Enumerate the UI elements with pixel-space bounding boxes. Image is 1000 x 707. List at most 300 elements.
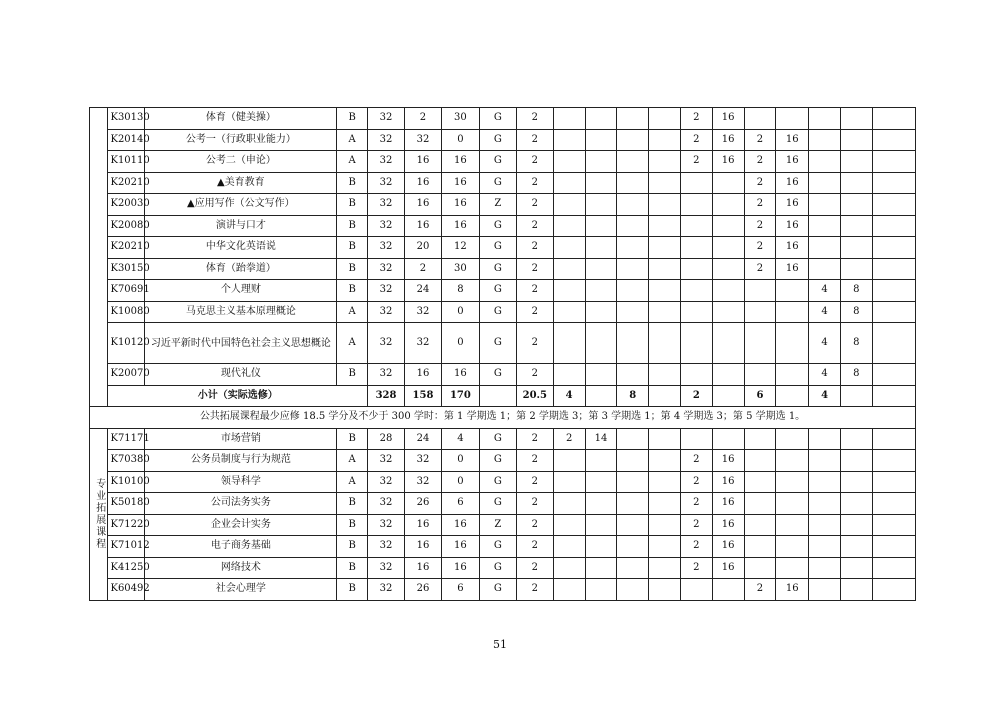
total-hours: 32	[368, 108, 405, 130]
course-type: A	[337, 323, 368, 364]
semester-cell: 2	[680, 108, 712, 130]
semester-cell: 8	[840, 364, 872, 386]
semester-cell	[649, 258, 681, 280]
semester-cell	[649, 579, 681, 601]
semester-cell	[744, 108, 776, 130]
semester-cell	[617, 129, 649, 151]
exam-type: G	[479, 108, 516, 130]
practice-hours: 16	[441, 172, 479, 194]
credits: 2	[516, 151, 553, 173]
semester-cell	[553, 450, 585, 472]
credits: 2	[516, 258, 553, 280]
table-row	[90, 536, 916, 558]
semester-cell	[680, 301, 712, 323]
semester-cell	[585, 151, 617, 173]
semester-cell: 4	[809, 280, 841, 302]
course-name: 习近平新时代中国特色社会主义思想概论	[145, 323, 337, 364]
semester-cell: 16	[776, 172, 809, 194]
credits: 2	[516, 323, 553, 364]
semester-cell	[617, 151, 649, 173]
semester-cell	[585, 129, 617, 151]
semester-cell	[553, 280, 585, 302]
credits: 2	[516, 364, 553, 386]
semester-cell: 16	[776, 258, 809, 280]
semester-cell	[553, 579, 585, 601]
category-cell-continued	[90, 108, 108, 407]
semester-cell: 16	[776, 151, 809, 173]
practice-hours: 30	[441, 258, 479, 280]
exam-type: Z	[479, 514, 516, 536]
semester-cell	[809, 514, 841, 536]
semester-cell	[840, 237, 872, 259]
exam-type: G	[479, 428, 516, 450]
table-row	[90, 172, 916, 194]
course-type: A	[337, 129, 368, 151]
semester-cell: 4	[809, 364, 841, 386]
subtotal-total: 328	[368, 385, 405, 407]
exam-type: G	[479, 129, 516, 151]
course-name: ▲应用写作（公文写作）	[145, 194, 337, 216]
theory-hours: 16	[405, 557, 442, 579]
semester-cell	[617, 172, 649, 194]
semester-cell	[809, 129, 841, 151]
semester-cell	[809, 258, 841, 280]
course-type: A	[337, 301, 368, 323]
credits: 2	[516, 514, 553, 536]
remarks-cell	[872, 364, 915, 386]
semester-cell	[840, 172, 872, 194]
semester-cell	[680, 258, 712, 280]
course-name: ▲美育教育	[145, 172, 337, 194]
semester-cell	[585, 514, 617, 536]
credits: 2	[516, 450, 553, 472]
credits: 2	[516, 428, 553, 450]
practice-hours: 30	[441, 108, 479, 130]
semester-cell	[809, 108, 841, 130]
semester-cell	[840, 215, 872, 237]
semester-cell: 14	[585, 428, 617, 450]
semester-cell: 16	[712, 557, 744, 579]
credits: 2	[516, 280, 553, 302]
semester-cell	[553, 194, 585, 216]
table-row	[90, 301, 916, 323]
subtotal-semester: 2	[680, 385, 712, 407]
semester-cell: 8	[840, 323, 872, 364]
semester-cell	[649, 280, 681, 302]
exam-type: G	[479, 301, 516, 323]
semester-cell	[776, 557, 809, 579]
semester-cell	[776, 301, 809, 323]
practice-hours: 6	[441, 493, 479, 515]
semester-cell	[617, 108, 649, 130]
course-code: K20070	[108, 364, 145, 386]
course-code: K71220	[108, 514, 145, 536]
course-type: B	[337, 364, 368, 386]
semester-cell	[617, 215, 649, 237]
exam-type: G	[479, 280, 516, 302]
course-name: 电子商务基础	[145, 536, 337, 558]
semester-cell: 2	[744, 215, 776, 237]
subtotal-practice: 170	[441, 385, 479, 407]
semester-cell	[585, 536, 617, 558]
semester-cell	[649, 215, 681, 237]
semester-cell	[585, 108, 617, 130]
total-hours: 32	[368, 471, 405, 493]
remarks-cell	[872, 301, 915, 323]
course-type: A	[337, 471, 368, 493]
credits: 2	[516, 108, 553, 130]
course-code: K30130	[108, 108, 145, 130]
semester-cell	[840, 428, 872, 450]
table-row	[90, 471, 916, 493]
course-type: B	[337, 194, 368, 216]
semester-cell	[680, 280, 712, 302]
theory-hours: 32	[405, 471, 442, 493]
course-code: K41250	[108, 557, 145, 579]
requirement-note-row	[90, 407, 916, 429]
semester-cell	[553, 301, 585, 323]
subtotal-exam	[479, 385, 516, 407]
semester-cell	[809, 536, 841, 558]
course-type: B	[337, 428, 368, 450]
course-code: K10100	[108, 471, 145, 493]
semester-cell	[776, 323, 809, 364]
remarks-cell	[872, 215, 915, 237]
semester-cell	[617, 514, 649, 536]
semester-cell	[744, 450, 776, 472]
semester-cell	[553, 215, 585, 237]
semester-cell	[585, 215, 617, 237]
semester-cell	[840, 493, 872, 515]
remarks-cell	[872, 129, 915, 151]
semester-cell	[744, 536, 776, 558]
theory-hours: 16	[405, 536, 442, 558]
semester-cell	[840, 536, 872, 558]
semester-cell	[649, 364, 681, 386]
course-name: 公考二（申论）	[145, 151, 337, 173]
credits: 2	[516, 129, 553, 151]
course-code: K10080	[108, 301, 145, 323]
course-type: B	[337, 579, 368, 601]
course-type: A	[337, 450, 368, 472]
semester-cell: 16	[712, 129, 744, 151]
semester-cell	[553, 151, 585, 173]
semester-cell	[712, 280, 744, 302]
course-name: 公考一（行政职业能力）	[145, 129, 337, 151]
semester-cell: 2	[744, 258, 776, 280]
course-type: A	[337, 151, 368, 173]
semester-cell: 16	[712, 151, 744, 173]
remarks-cell	[872, 428, 915, 450]
semester-cell	[585, 471, 617, 493]
total-hours: 32	[368, 579, 405, 601]
course-name: 领导科学	[145, 471, 337, 493]
table-row	[90, 428, 916, 450]
semester-cell: 2	[680, 536, 712, 558]
credits: 2	[516, 471, 553, 493]
theory-hours: 16	[405, 194, 442, 216]
course-name: 公司法务实务	[145, 493, 337, 515]
semester-cell	[840, 194, 872, 216]
semester-cell	[809, 237, 841, 259]
remarks-cell	[872, 493, 915, 515]
semester-cell	[809, 428, 841, 450]
semester-cell: 2	[553, 428, 585, 450]
subtotal-label: 小计（实际选修）	[108, 385, 368, 407]
semester-cell	[712, 194, 744, 216]
semester-cell: 2	[744, 172, 776, 194]
semester-cell: 2	[680, 471, 712, 493]
remarks-cell	[872, 323, 915, 364]
semester-cell	[809, 493, 841, 515]
semester-cell	[840, 557, 872, 579]
theory-hours: 16	[405, 514, 442, 536]
course-code: K70380	[108, 450, 145, 472]
practice-hours: 4	[441, 428, 479, 450]
remarks-cell	[872, 579, 915, 601]
semester-cell	[712, 364, 744, 386]
total-hours: 32	[368, 536, 405, 558]
subtotal-remarks	[872, 385, 915, 407]
course-code: K30150	[108, 258, 145, 280]
course-code: K70691	[108, 280, 145, 302]
semester-cell	[649, 194, 681, 216]
theory-hours: 16	[405, 172, 442, 194]
total-hours: 32	[368, 301, 405, 323]
course-type: B	[337, 514, 368, 536]
theory-hours: 2	[405, 108, 442, 130]
exam-type: G	[479, 215, 516, 237]
semester-cell: 16	[776, 237, 809, 259]
course-name: 马克思主义基本原理概论	[145, 301, 337, 323]
semester-cell	[553, 108, 585, 130]
semester-cell	[840, 579, 872, 601]
semester-cell	[585, 364, 617, 386]
credits: 2	[516, 493, 553, 515]
course-name: 市场营销	[145, 428, 337, 450]
semester-cell	[617, 237, 649, 259]
semester-cell	[744, 323, 776, 364]
semester-cell: 4	[809, 301, 841, 323]
table-row	[90, 280, 916, 302]
practice-hours: 0	[441, 301, 479, 323]
semester-cell	[776, 280, 809, 302]
semester-cell: 2	[744, 579, 776, 601]
semester-cell: 2	[680, 450, 712, 472]
total-hours: 32	[368, 557, 405, 579]
exam-type: G	[479, 493, 516, 515]
semester-cell	[712, 301, 744, 323]
course-code: K20140	[108, 129, 145, 151]
semester-cell	[649, 323, 681, 364]
semester-cell	[649, 108, 681, 130]
course-type: B	[337, 215, 368, 237]
total-hours: 28	[368, 428, 405, 450]
semester-cell	[553, 536, 585, 558]
subtotal-semester	[776, 385, 809, 407]
semester-cell	[776, 493, 809, 515]
semester-cell	[776, 536, 809, 558]
course-name: 体育（健美操）	[145, 108, 337, 130]
semester-cell	[840, 450, 872, 472]
semester-cell	[840, 108, 872, 130]
semester-cell	[649, 301, 681, 323]
table-row	[90, 557, 916, 579]
semester-cell: 16	[712, 493, 744, 515]
semester-cell	[744, 471, 776, 493]
semester-cell: 16	[712, 108, 744, 130]
table-row	[90, 129, 916, 151]
theory-hours: 20	[405, 237, 442, 259]
semester-cell	[744, 280, 776, 302]
theory-hours: 26	[405, 579, 442, 601]
semester-cell: 16	[712, 471, 744, 493]
exam-type: G	[479, 471, 516, 493]
semester-cell	[585, 172, 617, 194]
remarks-cell	[872, 557, 915, 579]
theory-hours: 16	[405, 364, 442, 386]
semester-cell	[840, 258, 872, 280]
semester-cell	[617, 557, 649, 579]
semester-cell	[712, 323, 744, 364]
semester-cell: 16	[712, 536, 744, 558]
course-type: B	[337, 493, 368, 515]
semester-cell	[649, 172, 681, 194]
theory-hours: 26	[405, 493, 442, 515]
semester-cell: 8	[840, 301, 872, 323]
category-major-expansion: 专业拓展课程	[90, 428, 108, 600]
semester-cell	[617, 471, 649, 493]
course-type: B	[337, 172, 368, 194]
subtotal-semester	[840, 385, 872, 407]
practice-hours: 16	[441, 364, 479, 386]
total-hours: 32	[368, 215, 405, 237]
table-row	[90, 579, 916, 601]
course-code: K60492	[108, 579, 145, 601]
semester-cell: 2	[680, 493, 712, 515]
semester-cell	[553, 493, 585, 515]
course-name: 现代礼仪	[145, 364, 337, 386]
semester-cell	[649, 428, 681, 450]
subtotal-semester: 4	[553, 385, 585, 407]
remarks-cell	[872, 151, 915, 173]
semester-cell	[809, 215, 841, 237]
semester-cell: 16	[712, 450, 744, 472]
semester-cell: 16	[776, 194, 809, 216]
semester-cell	[744, 493, 776, 515]
semester-cell	[585, 301, 617, 323]
semester-cell	[776, 108, 809, 130]
course-type: B	[337, 557, 368, 579]
table-row	[90, 151, 916, 173]
semester-cell	[649, 514, 681, 536]
table-row	[90, 450, 916, 472]
exam-type: Z	[479, 194, 516, 216]
practice-hours: 16	[441, 194, 479, 216]
course-name: 演讲与口才	[145, 215, 337, 237]
total-hours: 32	[368, 172, 405, 194]
course-code: K10120	[108, 323, 145, 364]
semester-cell	[649, 129, 681, 151]
semester-cell	[553, 237, 585, 259]
course-type: B	[337, 280, 368, 302]
exam-type: G	[479, 172, 516, 194]
semester-cell	[585, 579, 617, 601]
course-code: K10110	[108, 151, 145, 173]
semester-cell	[809, 557, 841, 579]
course-table	[89, 107, 916, 601]
semester-cell	[617, 579, 649, 601]
semester-cell	[840, 471, 872, 493]
practice-hours: 0	[441, 323, 479, 364]
semester-cell	[744, 557, 776, 579]
semester-cell	[585, 323, 617, 364]
course-code: K50180	[108, 493, 145, 515]
practice-hours: 0	[441, 450, 479, 472]
semester-cell	[712, 579, 744, 601]
semester-cell	[776, 471, 809, 493]
exam-type: G	[479, 151, 516, 173]
remarks-cell	[872, 280, 915, 302]
semester-cell	[649, 237, 681, 259]
subtotal-credit: 20.5	[516, 385, 553, 407]
semester-cell: 16	[776, 129, 809, 151]
course-type: B	[337, 258, 368, 280]
semester-cell	[617, 450, 649, 472]
credits: 2	[516, 536, 553, 558]
table-row	[90, 237, 916, 259]
semester-cell	[553, 258, 585, 280]
course-type: B	[337, 237, 368, 259]
subtotal-semester	[649, 385, 681, 407]
course-code: K20210	[108, 237, 145, 259]
credits: 2	[516, 557, 553, 579]
semester-cell	[553, 323, 585, 364]
semester-cell	[680, 364, 712, 386]
semester-cell	[649, 450, 681, 472]
remarks-cell	[872, 194, 915, 216]
total-hours: 32	[368, 129, 405, 151]
semester-cell: 2	[680, 557, 712, 579]
semester-cell	[680, 579, 712, 601]
course-type: B	[337, 536, 368, 558]
remarks-cell	[872, 108, 915, 130]
semester-cell	[680, 237, 712, 259]
exam-type: G	[479, 237, 516, 259]
semester-cell	[585, 237, 617, 259]
total-hours: 32	[368, 450, 405, 472]
semester-cell	[680, 323, 712, 364]
theory-hours: 24	[405, 280, 442, 302]
semester-cell	[809, 471, 841, 493]
semester-cell	[617, 428, 649, 450]
remarks-cell	[872, 514, 915, 536]
table-row	[90, 364, 916, 386]
semester-cell	[585, 493, 617, 515]
credits: 2	[516, 194, 553, 216]
table-row	[90, 108, 916, 130]
semester-cell: 2	[744, 194, 776, 216]
subtotal-semester	[585, 385, 617, 407]
semester-cell	[776, 428, 809, 450]
credits: 2	[516, 215, 553, 237]
credits: 2	[516, 301, 553, 323]
practice-hours: 12	[441, 237, 479, 259]
semester-cell	[744, 428, 776, 450]
semester-cell	[617, 493, 649, 515]
practice-hours: 16	[441, 215, 479, 237]
semester-cell: 4	[809, 323, 841, 364]
